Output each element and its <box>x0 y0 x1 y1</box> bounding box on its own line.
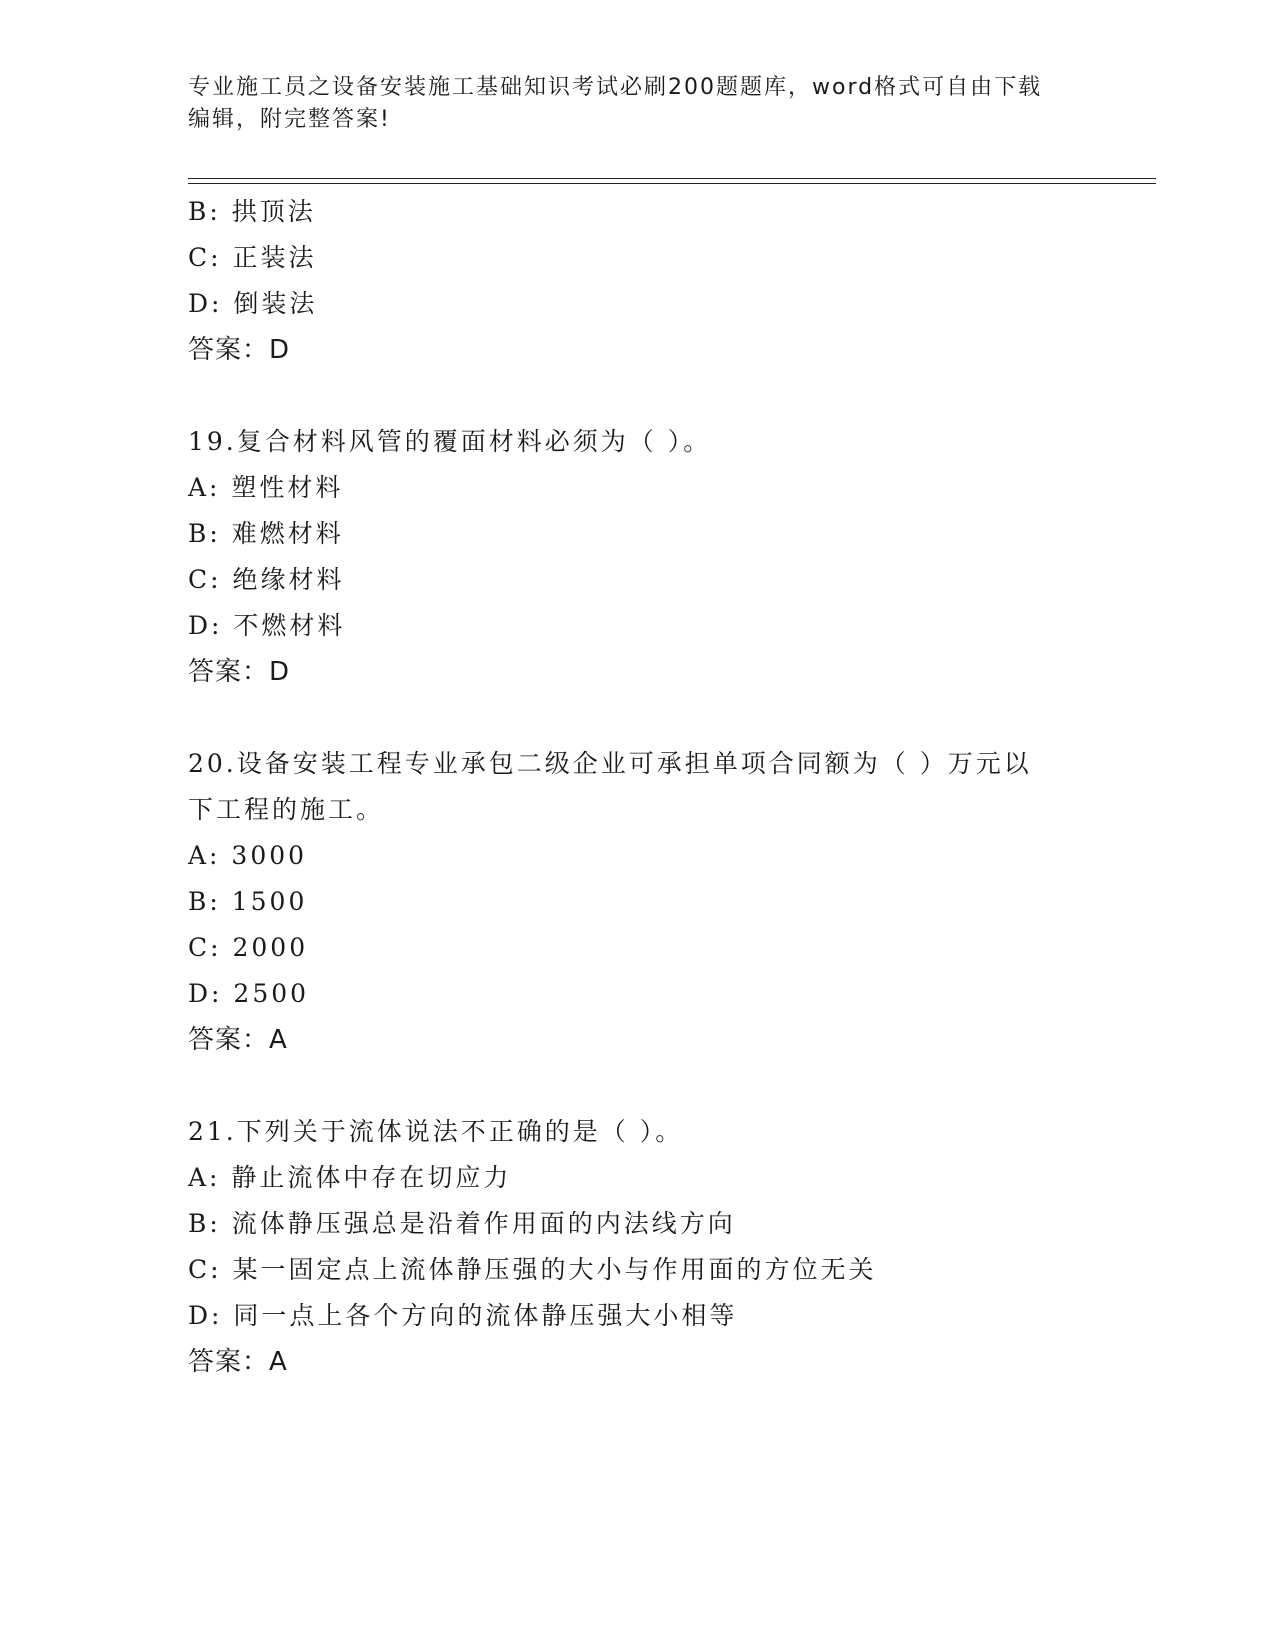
header-title-line-2: 编辑，附完整答案! <box>188 107 391 132</box>
answer: 答案：D <box>188 335 291 365</box>
question-19 <box>188 419 1088 695</box>
spacer <box>188 1063 1088 1109</box>
option-b: B: 1500 <box>188 887 308 916</box>
option-b: B: 流体静压强总是沿着作用面的内法线方向 <box>188 1209 736 1238</box>
option-a: A: 静止流体中存在切应力 <box>188 1163 512 1192</box>
spacer <box>188 373 1088 419</box>
option-d: D: 同一点上各个方向的流体静压强大小相等 <box>188 1301 738 1330</box>
option-d: D: 2500 <box>188 979 310 1008</box>
question-text-line-1: 20.设备安装工程专业承包二级企业可承担单项合同额为（ ）万元以 <box>188 749 1032 778</box>
question-21 <box>188 1109 1088 1385</box>
option-c: C: 正装法 <box>188 243 317 272</box>
question-text: 19.复合材料风管的覆面材料必须为（ ）。 <box>188 427 712 456</box>
option-b: B: 难燃材料 <box>188 519 344 548</box>
option-a: A: 3000 <box>188 841 308 870</box>
option-c: C: 绝缘材料 <box>188 565 345 594</box>
header-rule-bottom <box>188 183 1156 184</box>
answer: 答案：D <box>188 657 291 687</box>
option-d: D: 倒装法 <box>188 289 318 318</box>
question-list <box>188 189 1088 1385</box>
header-title-line-1: 专业施工员之设备安装施工基础知识考试必刷200题题库，word格式可自由下载 <box>188 75 1043 100</box>
option-c: C: 2000 <box>188 933 309 962</box>
answer: 答案：A <box>188 1025 288 1055</box>
option-d: D: 不燃材料 <box>188 611 346 640</box>
document-header <box>188 72 1068 136</box>
option-a: A: 塑性材料 <box>188 473 344 502</box>
question-20 <box>188 741 1088 1063</box>
question-18-continued <box>188 189 1088 373</box>
option-b: B: 拱顶法 <box>188 197 316 226</box>
question-text: 21.下列关于流体说法不正确的是（ ）。 <box>188 1117 684 1146</box>
answer: 答案：A <box>188 1347 288 1377</box>
option-c: C: 某一固定点上流体静压强的大小与作用面的方位无关 <box>188 1255 877 1284</box>
header-rule-top <box>188 178 1156 179</box>
question-text-line-2: 下工程的施工。 <box>188 795 385 824</box>
spacer <box>188 695 1088 741</box>
